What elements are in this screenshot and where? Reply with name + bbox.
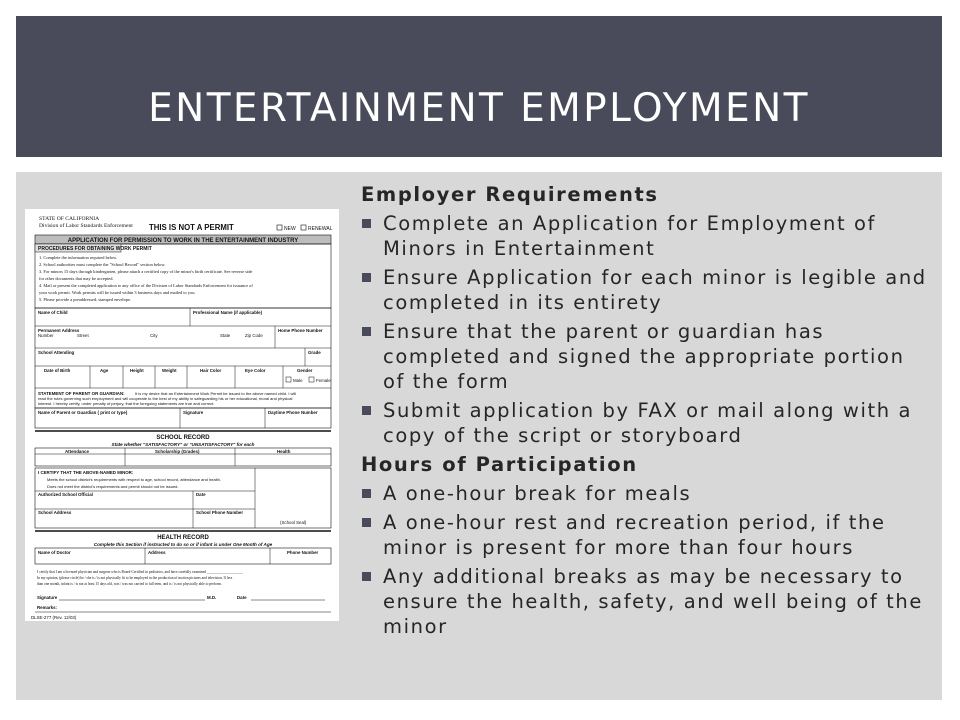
bullet-text: Ensure that the parent or guardian has completed and signed the appropriate portion of the form [383,320,905,393]
form-certify-title: I CERTIFY THAT THE ABOVE-NAMED MINOR: [38,470,134,475]
bullet-text: A one-hour break for meals [383,482,692,505]
form-not-permit: THIS IS NOT A PERMIT [149,223,234,232]
list-item [361,510,931,560]
list-item [361,481,931,506]
form-parent-statement-title: STATEMENT OF PARENT OR GUARDIAN: [38,391,125,396]
text-column [361,180,931,643]
form-permanent-address: Permanent Address [38,328,80,333]
bullet-text: Complete an Application for Employment of Minors in Entertainment [383,212,877,260]
list-item [361,564,931,639]
square-bullet-icon [362,406,371,415]
content-panel [16,172,942,700]
form-age: Age [100,368,109,373]
form-hair-color: Hair Color [200,368,222,373]
square-bullet-icon [362,327,371,336]
form-parent-name: Name of Parent or Guardian ( print or type) [38,410,128,415]
slide-title: ENTERTAINMENT EMPLOYMENT [148,86,810,131]
form-addr-city: City [150,333,158,338]
form-certify-not: Does not meet the district's requirements and permit should not be issued. [47,484,179,489]
form-signature: Signature [183,410,204,415]
list-item [361,211,931,261]
form-school-record: SCHOOL RECORD [156,435,210,441]
form-eye-color: Eye Color [245,368,266,373]
form-date: Date [196,492,206,497]
application-form-image [25,209,339,621]
form-procedure-line: 4. Mail or present the completed application to any office of the Division of Labor Standards Enforcement for issuance of [39,283,253,288]
form-date-of-birth: Date of Birth [44,368,71,373]
form-procedures-title: PROCEDURES FOR OBTAINING WORK PERMIT [38,246,152,252]
form-phone-number: Phone Number [287,550,319,555]
form-procedure-line: 1. Complete the information required below. [39,255,118,260]
form-school-seal: (School Seal) [280,520,307,525]
title-banner [16,16,942,157]
form-agency-line2: Division of Labor Standards Enforcement [39,223,133,229]
form-certify-meets: Meets the school district's requirements with respect to age, school record, attendance and health. [47,477,221,482]
form-md-signature: Signature [37,595,58,600]
form-school-state: State whether "SATISFACTORY" or "UNSATISFACTORY" for each [111,442,255,447]
bullet-text: Submit application by FAX or mail along with a copy of the script or storyboard [383,399,913,447]
form-name-of-child: Name of Child [38,310,68,315]
section-heading-hours-of-participation: Hours of Participation [361,453,638,476]
form-procedure-line: 5. Please provide a preaddressed, stamped envelope. [39,297,132,302]
form-opt-new: NEW [284,226,296,232]
form-parent-statement-line: It is my desire that an Entertainment Work Permit be issued to the above named child. I will [135,391,297,396]
form-md-suffix: M.D. [207,595,217,600]
form-remarks: Remarks: [37,605,58,610]
form-addr-state: State [220,333,231,338]
form-procedure-line: your work permit. Work permits will be issued within 3 business days and mailed to you. [39,290,196,295]
form-scholarship: Scholarship (Grades) [155,449,200,454]
square-bullet-icon [362,518,371,527]
form-weight: Weight [162,368,177,373]
list-item [361,265,931,315]
bullet-text: Ensure Application for each minor is legible and completed in its entirety [383,266,927,314]
form-addr-zip: Zip Code [245,333,263,338]
section-heading-employer-requirements: Employer Requirements [361,183,659,206]
form-addr-number: Number [38,333,54,338]
form-grade: Grade [308,350,321,355]
square-bullet-icon [362,219,371,228]
form-school-phone: School Phone Number [196,510,244,515]
form-parent-statement-line: read the rules governing such employment and will cooperate to the best of my ability in safeguarding his or her educational, moral and physical [38,396,293,401]
form-female: Female [316,378,331,383]
list-item [361,398,931,448]
form-opt-renewal: RENEWAL [308,226,333,232]
form-number: DLSE-277 (Rev. 12/03) [31,615,77,620]
form-procedure-line: 2. School authorities must complete the "School Record" section below. [39,262,166,267]
form-gender: Gender [297,368,313,373]
form-agency-line1: STATE OF CALIFORNIA [39,216,100,222]
form-health-instr: Complete this Section if instructed to do so or if infant is under One Month of Age [93,542,273,547]
form-daytime-phone: Daytime Phone Number [268,410,318,415]
list-item [361,319,931,394]
square-bullet-icon [362,489,371,498]
form-banner: APPLICATION FOR PERMISSION TO WORK IN THE ENTERTAINMENT INDUSTRY [67,238,299,244]
square-bullet-icon [362,572,371,581]
form-md-date: Date [237,595,247,600]
form-authorized-official: Authorized School Official [38,492,93,497]
form-parent-statement-line: interest. I hereby certify, under penalty of perjury, that the foregoing statements are true and correct. [38,401,215,406]
square-bullet-icon [362,273,371,282]
bullet-text: A one-hour rest and recreation period, if the minor is present for more than four hours [383,511,886,559]
form-health-text-line: than one month, infant is / is not at least 15 days old, was / was not carried to full term, and is / is not physically able to perform. [37,582,222,586]
employer-requirements-list [361,211,931,448]
hours-of-participation-list [361,481,931,639]
form-health-record: HEALTH RECORD [157,535,209,541]
form-health: Health [277,449,291,454]
form-name-of-doctor: Name of Doctor [38,550,71,555]
bullet-text: Any additional breaks as may be necessary to ensure the health, safety, and well being of the minor [383,565,923,638]
form-addr-street: Street [77,333,89,338]
form-male: Male [293,378,303,383]
form-address: Address [148,550,166,555]
form-procedure-line: for other documents that may be accepted. [39,276,114,281]
form-home-phone: Home Phone Number [278,328,323,333]
form-school-attending: School Attending [38,350,75,355]
form-height: Height [130,368,144,373]
form-health-text-line: In my opinion, (please circle) he / she is / is not physically fit to be employed in the production of motion pictures and television. If less [37,576,233,580]
form-attendance: Attendance [65,449,89,454]
form-professional-name: Professional Name (if applicable) [193,310,263,315]
form-health-text-line: I certify that I am a licensed physician and surgeon who is Board-Certified in pediatrics, and have carefully examined ____________________ [37,570,243,574]
form-procedure-line: 3. For minors 15 days through kindergarten, please attach a certified copy of the minor's birth certificate. See reverse side [39,269,253,274]
form-school-address: School Address [38,510,72,515]
